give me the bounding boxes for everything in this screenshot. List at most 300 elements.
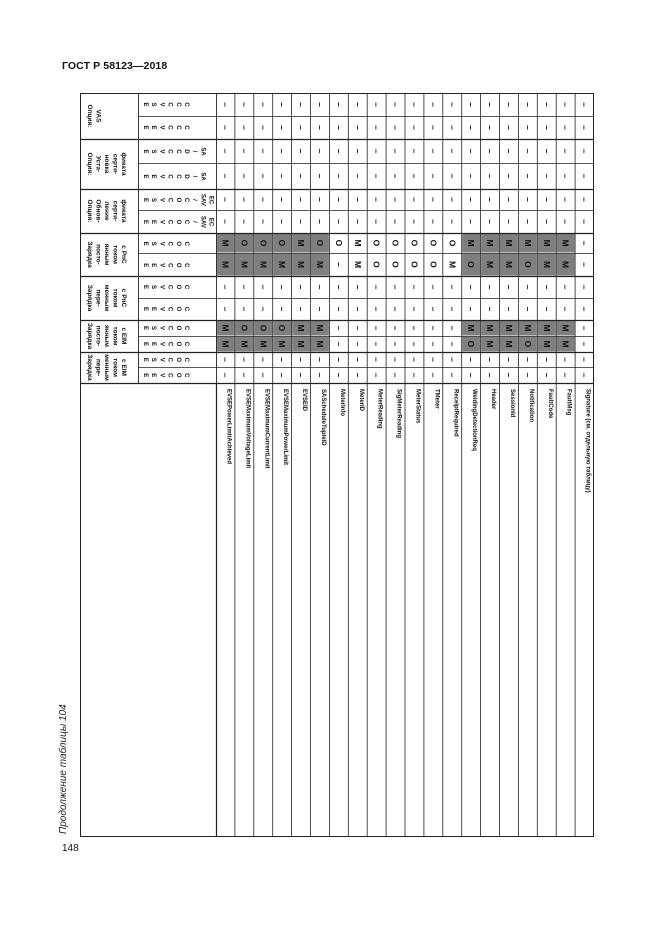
cell-value: – [239, 173, 250, 179]
cell-value: – [522, 173, 533, 179]
cell-value: – [314, 306, 325, 312]
cell-value: – [258, 284, 269, 290]
group-sub-label: C [183, 102, 189, 107]
cell-value: O [371, 261, 382, 268]
cell-value: – [428, 197, 439, 202]
cell-value: – [503, 125, 514, 130]
cell-value: – [541, 102, 552, 107]
cell-value: – [258, 219, 269, 224]
group-title-line: током [111, 326, 119, 346]
cell-value: – [466, 148, 477, 154]
cell-value: – [390, 306, 401, 312]
cell-value: M [277, 260, 288, 269]
group-sub-label: V [158, 263, 165, 268]
cell-value: O [371, 239, 382, 247]
row-label: EVSEID [301, 389, 308, 412]
group-title-line: с EIM [120, 327, 127, 345]
row-label: Signature (см. отдельную таблицу) [584, 389, 591, 493]
group-sub-label: Е [142, 102, 148, 107]
cell-value: – [220, 372, 231, 378]
cell-value: O [390, 261, 401, 268]
cell-value: – [485, 125, 496, 130]
cell-value: – [447, 219, 458, 224]
cell-value: – [352, 197, 363, 202]
cell-value: – [220, 219, 231, 224]
cell-value: – [503, 197, 514, 202]
cell-value: – [220, 284, 231, 290]
group-sub-label: C [166, 341, 173, 347]
cell-value: M [258, 260, 269, 269]
cell-value: – [258, 372, 269, 378]
cell-value: – [352, 173, 363, 179]
cell-value: – [296, 148, 307, 154]
cell-value: – [371, 372, 382, 378]
cell-value: – [466, 284, 477, 290]
cell-value: – [428, 102, 439, 107]
cell-value: M [447, 260, 458, 269]
cell-value: – [560, 125, 571, 130]
cell-value: – [220, 357, 231, 362]
group-title-line: Опция: [86, 199, 93, 223]
cell-value: M [239, 340, 250, 348]
cell-value: – [503, 357, 514, 362]
cell-value: – [333, 306, 344, 312]
group-sub-label: C [183, 341, 189, 347]
cell-value: – [579, 219, 590, 224]
row-label: FaultMsg [565, 389, 572, 416]
cell-value: – [314, 173, 325, 179]
cell-value: – [579, 240, 590, 246]
cell-value: – [466, 219, 477, 224]
cell-value: – [503, 306, 514, 312]
cell-value: – [371, 306, 382, 312]
group-sub-label: C [166, 263, 173, 268]
cell-value: M [541, 340, 552, 348]
cell-value: – [579, 357, 590, 362]
cell-value: – [503, 173, 514, 179]
group-sub-label: C [174, 125, 181, 130]
group-title-line: Уста- [94, 155, 102, 173]
group-sub-label: Е [142, 197, 148, 203]
cell-value: – [239, 372, 250, 378]
cell-value: – [314, 102, 325, 107]
cell-value: – [220, 197, 231, 202]
group-sub-label: C [183, 284, 189, 290]
group-title-line: с EIM [120, 359, 127, 376]
cell-value: – [239, 148, 250, 154]
cell-value: – [447, 102, 458, 107]
group-title-line: Зарядка [86, 354, 93, 381]
group-sub-label: C [183, 197, 189, 203]
requirements-table-grid [80, 93, 594, 837]
cell-value: – [371, 173, 382, 179]
group-title-line: фиката [120, 152, 127, 176]
cell-value: – [541, 197, 552, 202]
group-sub-label: C [174, 102, 181, 107]
cell-value: – [390, 341, 401, 347]
group-sub-label: C [166, 197, 173, 203]
cell-value: – [428, 284, 439, 290]
cell-value: – [352, 325, 363, 331]
group-sub-label: Е [142, 174, 148, 179]
cell-value: – [503, 102, 514, 107]
cell-value: – [447, 372, 458, 378]
cell-value: – [333, 148, 344, 154]
cell-value: – [466, 125, 477, 130]
group-sub-label: C [166, 149, 173, 154]
cell-value: – [522, 306, 533, 312]
cell-value: – [333, 125, 344, 130]
group-sub-label: V [158, 174, 165, 179]
cell-value: – [522, 372, 533, 378]
group-title-line: с PnC [120, 245, 127, 264]
cell-value: – [390, 372, 401, 378]
group-title-line: Опция: [86, 104, 93, 128]
cell-value: – [447, 284, 458, 290]
cell-value: M [296, 260, 307, 269]
group-sub-label: C [183, 306, 189, 312]
cell-value: – [220, 148, 231, 154]
cell-value: – [485, 357, 496, 362]
cell-value: M [541, 239, 552, 247]
cell-value: – [333, 357, 344, 362]
group-sub-label: V [158, 149, 165, 154]
cell-value: – [485, 148, 496, 154]
cell-value: – [352, 125, 363, 130]
cell-value: M [503, 260, 514, 269]
cell-value: M [466, 324, 477, 332]
cell-value: O [390, 239, 401, 247]
cell-value: – [314, 357, 325, 362]
cell-value: – [409, 372, 420, 378]
cell-value: – [428, 341, 439, 347]
cell-value: – [579, 341, 590, 347]
cell-value: – [560, 284, 571, 290]
group-title-line: янным [103, 324, 110, 348]
group-sub-label: Е [142, 306, 148, 312]
cell-value: – [239, 357, 250, 362]
group-sub-label: V [158, 125, 165, 130]
cell-value: – [485, 372, 496, 378]
cell-value: M [485, 340, 496, 348]
cell-value: – [541, 148, 552, 154]
cell-value: – [579, 306, 590, 312]
cell-value: – [296, 173, 307, 179]
row-label: EVSEMaximumCurrentLimit [263, 389, 270, 469]
group-sub-label: V [158, 197, 165, 203]
group-sub-label: C [183, 373, 189, 378]
cell-value: – [503, 219, 514, 224]
cell-value: – [390, 219, 401, 224]
cell-value: O [239, 239, 250, 247]
cell-value: – [447, 125, 458, 130]
cell-value: – [579, 148, 590, 154]
group-sub-label: SAV [199, 194, 206, 206]
cell-value: – [447, 325, 458, 331]
page-number: 148 [62, 843, 79, 854]
cell-value: – [296, 219, 307, 224]
cell-value: – [296, 197, 307, 202]
group-title-line: током [111, 358, 119, 377]
group-title-line: Зарядка [86, 322, 93, 350]
cell-value: – [522, 197, 533, 202]
cell-value: – [447, 357, 458, 362]
cell-value: – [277, 357, 288, 362]
cell-value: M [485, 239, 496, 247]
cell-value: M [296, 340, 307, 348]
group-title-line: Зарядка [86, 241, 93, 268]
group-sub-label: O [174, 197, 181, 203]
group-sub-label: C [166, 284, 173, 290]
group-sub-label: Е [142, 149, 148, 154]
cell-value: – [428, 148, 439, 154]
row-label: WeldingDetectionReq [471, 389, 478, 451]
group-title-line: посто- [94, 325, 102, 347]
cell-value: – [314, 219, 325, 224]
cell-value: – [503, 148, 514, 154]
cell-value: – [541, 173, 552, 179]
cell-value: M [314, 260, 325, 269]
cell-value: M [541, 324, 552, 332]
cell-value: – [390, 173, 401, 179]
group-sub-label: Е [142, 263, 148, 268]
group-sub-label: S [150, 241, 157, 246]
cell-value: – [239, 284, 250, 290]
group-sub-label: S [150, 197, 157, 203]
row-label: MeterID [357, 389, 364, 412]
group-sub-label: O [174, 219, 181, 225]
cell-value: – [409, 357, 420, 362]
cell-value: – [541, 372, 552, 378]
group-sub-label: V [158, 357, 165, 362]
cell-value: O [447, 239, 458, 247]
group-sub-label: Е [142, 325, 148, 331]
group-sub-label: V [158, 306, 165, 312]
cell-value: M [503, 239, 514, 247]
group-sub-label: V [158, 102, 165, 107]
cell-value: – [409, 102, 420, 107]
cell-value: M [522, 324, 533, 332]
cell-value: – [466, 102, 477, 107]
group-title-line: менным [103, 354, 110, 381]
cell-value: – [390, 325, 401, 331]
cell-value: – [522, 284, 533, 290]
group-title-line: серти- [111, 153, 119, 175]
cell-value: – [466, 357, 477, 362]
cell-value: – [409, 341, 420, 347]
cell-value: – [371, 197, 382, 202]
cell-value: – [466, 306, 477, 312]
cell-value: O [522, 340, 533, 348]
group-sub-label: Е [142, 241, 148, 246]
cell-value: – [503, 284, 514, 290]
cell-value: – [333, 284, 344, 290]
row-label: SigMeterReading [395, 389, 402, 439]
group-title-line: серти- [111, 200, 119, 222]
cell-value: – [333, 102, 344, 107]
cell-value: – [447, 148, 458, 154]
group-sub-label: C [166, 102, 173, 107]
row-label: Notification [527, 389, 534, 422]
cell-value: – [239, 197, 250, 202]
cell-value: – [333, 325, 344, 331]
group-title-line: Обнов- [94, 199, 102, 223]
cell-value: – [541, 306, 552, 312]
cell-value: – [522, 219, 533, 224]
group-sub-label: SA [199, 172, 206, 181]
cell-value: – [447, 306, 458, 312]
group-sub-label: V [158, 219, 165, 225]
cell-value: – [371, 219, 382, 224]
cell-value: – [296, 284, 307, 290]
cell-value: – [239, 306, 250, 312]
table-caption: Продолжение таблицы 104 [58, 704, 69, 834]
cell-value: – [277, 125, 288, 130]
cell-value: – [466, 173, 477, 179]
group-sub-label: E [150, 306, 157, 312]
cell-value: – [258, 148, 269, 154]
group-sub-label: C [166, 219, 173, 225]
cell-value: – [277, 372, 288, 378]
cell-value: – [258, 125, 269, 130]
group-sub-label: Е [142, 284, 148, 290]
group-sub-label: E [150, 125, 157, 130]
cell-value: – [333, 173, 344, 179]
group-sub-label: S [150, 325, 157, 331]
cell-value: – [485, 197, 496, 202]
group-sub-label: C [183, 219, 189, 225]
cell-value: M [277, 340, 288, 348]
cell-value: – [352, 372, 363, 378]
cell-value: O [466, 340, 477, 348]
cell-value: M [560, 324, 571, 332]
group-sub-label: O [174, 262, 181, 268]
group-sub-label: C [174, 174, 181, 179]
group-sub-label: O [174, 306, 181, 312]
group-sub-label: E [150, 263, 157, 268]
cell-value: – [277, 173, 288, 179]
cell-value: – [277, 219, 288, 224]
cell-value: – [352, 219, 363, 224]
cell-value: – [258, 173, 269, 179]
cell-value: O [314, 239, 325, 247]
cell-value: – [409, 325, 420, 331]
requirements-table [80, 93, 594, 837]
group-sub-label: V [158, 341, 165, 347]
group-sub-label: C [183, 125, 189, 130]
cell-value: – [390, 148, 401, 154]
cell-value: – [314, 197, 325, 202]
group-sub-label: SAV [199, 216, 206, 228]
group-sub-label: V [158, 325, 165, 331]
group-sub-label: Е [142, 341, 148, 347]
cell-value: – [447, 341, 458, 347]
cell-value: – [541, 219, 552, 224]
cell-value: O [333, 239, 344, 247]
cell-value: – [560, 219, 571, 224]
group-sub-label: O [174, 325, 181, 331]
group-title-line: менным [103, 284, 110, 312]
cell-value: – [447, 197, 458, 202]
cell-value: M [352, 239, 363, 247]
cell-value: – [409, 148, 420, 154]
cell-value: – [352, 284, 363, 290]
row-label: Header [490, 389, 497, 410]
cell-value: – [579, 325, 590, 331]
group-sub-label: V [158, 373, 165, 378]
group-sub-label: V [158, 284, 165, 290]
cell-value: – [579, 262, 590, 267]
cell-value: – [371, 341, 382, 347]
group-title-line: Зарядка [86, 284, 93, 312]
cell-value: – [409, 173, 420, 179]
group-sub-label: V [158, 241, 165, 246]
cell-value: O [258, 239, 269, 247]
cell-value: – [390, 125, 401, 130]
cell-value: – [277, 102, 288, 107]
cell-value: – [277, 306, 288, 312]
group-title-line: пере- [94, 289, 102, 307]
cell-value: – [579, 372, 590, 378]
group-title-line: VAS [94, 109, 102, 123]
cell-value: – [296, 306, 307, 312]
cell-value: – [277, 284, 288, 290]
group-sub-label: C [166, 306, 173, 312]
group-title-line: током [111, 245, 119, 264]
cell-value: – [541, 125, 552, 130]
cell-value: – [485, 219, 496, 224]
group-title-line: с PnC [120, 288, 127, 308]
cell-value: – [371, 102, 382, 107]
cell-value: O [258, 324, 269, 332]
cell-value: – [333, 262, 344, 267]
cell-value: – [296, 372, 307, 378]
cell-value: – [560, 148, 571, 154]
group-sub-label: C [183, 241, 189, 246]
group-sub-label: O [174, 357, 181, 363]
cell-value: – [560, 102, 571, 107]
cell-value: M [352, 260, 363, 269]
cell-value: – [541, 284, 552, 290]
cell-value: – [390, 284, 401, 290]
cell-value: – [560, 357, 571, 362]
cell-value: M [466, 239, 477, 247]
cell-value: – [220, 125, 231, 130]
cell-value: – [352, 102, 363, 107]
group-sub-label: O [174, 284, 181, 290]
cell-value: – [352, 357, 363, 362]
cell-value: – [560, 173, 571, 179]
row-label: EVSEMaximumVoltageLimit [244, 389, 251, 469]
group-sub-label: / [191, 150, 198, 153]
group-sub-label: E [150, 373, 157, 378]
cell-value: – [409, 125, 420, 130]
cell-value: – [333, 197, 344, 202]
cell-value: – [390, 102, 401, 107]
group-sub-label: Е [142, 357, 148, 362]
cell-value: O [428, 261, 439, 268]
cell-value: – [371, 284, 382, 290]
cell-value: – [428, 325, 439, 331]
cell-value: O [409, 261, 420, 268]
group-title-line: янным [103, 243, 110, 266]
cell-value: – [352, 306, 363, 312]
cell-value: – [239, 125, 250, 130]
cell-value: M [560, 260, 571, 269]
row-label: MeterInfo [338, 389, 345, 416]
group-sub-label: C [174, 149, 181, 154]
cell-value: M [503, 340, 514, 348]
